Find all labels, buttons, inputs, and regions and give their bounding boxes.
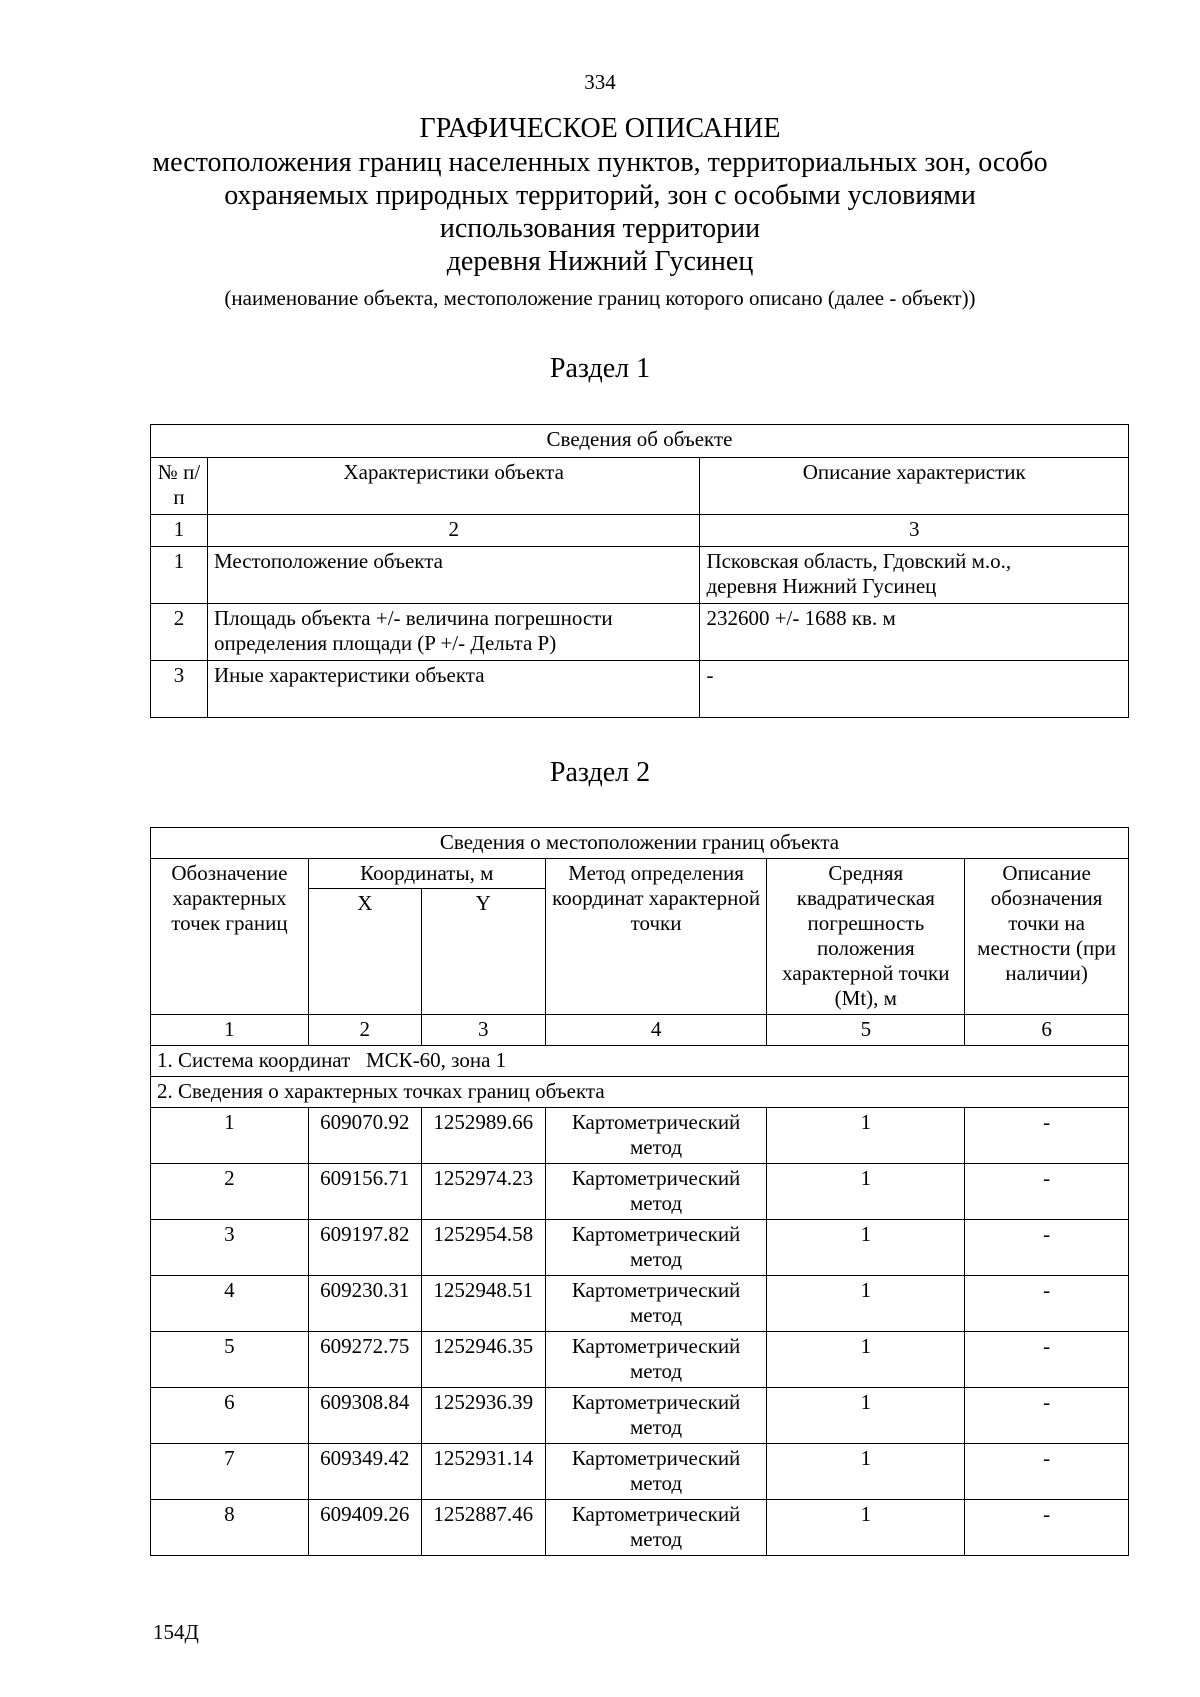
page-number: 334 <box>584 70 616 94</box>
point-number: 8 <box>151 1500 309 1556</box>
object-name-note: (наименование объекта, местоположение границ которого описано (далее - объект)) <box>224 286 976 310</box>
row-description <box>700 547 1129 604</box>
point-y: 1252948.51 <box>421 1276 545 1332</box>
point-mt: 1 <box>767 1444 965 1500</box>
coordinate-system: 1. Система координат МСК-60, зона 1 <box>151 1046 1129 1077</box>
header-number-cell: 2 <box>207 515 699 547</box>
point-number: 4 <box>151 1276 309 1332</box>
table-row <box>151 1220 1129 1276</box>
row-characteristic: Местоположение объекта <box>207 547 699 604</box>
point-mt: 1 <box>767 1220 965 1276</box>
point-desc: - <box>965 1444 1129 1500</box>
point-method: Картометрический метод <box>545 1388 767 1444</box>
header-coordinates: Координаты, м <box>308 859 545 889</box>
table-row <box>151 1164 1129 1220</box>
point-x: 609409.26 <box>308 1500 421 1556</box>
point-desc: - <box>965 1388 1129 1444</box>
object-info-table <box>150 424 1129 718</box>
point-number: 7 <box>151 1444 309 1500</box>
row-description-line: деревня Нижний Гусинец <box>706 574 937 598</box>
point-method: Картометрический метод <box>545 1108 767 1164</box>
point-mt: 1 <box>767 1164 965 1220</box>
header-number-cell: 1 <box>151 1015 309 1046</box>
table-row <box>151 547 1129 604</box>
header-description: Описание характеристик <box>700 458 1129 515</box>
boundary-points-table <box>150 827 1129 1556</box>
header-number-cell: 3 <box>700 515 1129 547</box>
header-y: Y <box>421 889 545 1015</box>
point-desc: - <box>965 1332 1129 1388</box>
table-row <box>151 1444 1129 1500</box>
row-characteristic: Иные характеристики объекта <box>207 661 699 718</box>
points-caption: 2. Сведения о характерных точках границ объекта <box>151 1077 1129 1108</box>
point-y: 1252989.66 <box>421 1108 545 1164</box>
document-subtitle-line-3: использования территории <box>439 213 761 244</box>
header-characteristics: Характеристики объекта <box>207 458 699 515</box>
point-number: 2 <box>151 1164 309 1220</box>
row-description: 232600 +/- 1688 кв. м <box>700 604 1129 661</box>
point-method: Картометрический метод <box>545 1220 767 1276</box>
table-row <box>151 1108 1129 1164</box>
point-mt: 1 <box>767 1108 965 1164</box>
table-row <box>151 604 1129 661</box>
point-x: 609349.42 <box>308 1444 421 1500</box>
point-x: 609308.84 <box>308 1388 421 1444</box>
point-desc: - <box>965 1220 1129 1276</box>
point-method: Картометрический метод <box>545 1276 767 1332</box>
header-number-cell: 2 <box>308 1015 421 1046</box>
header-method: Метод определения координат характерной точки <box>545 859 767 1015</box>
point-x: 609230.31 <box>308 1276 421 1332</box>
table-row <box>151 1388 1129 1444</box>
point-y: 1252974.23 <box>421 1164 545 1220</box>
header-x: X <box>308 889 421 1015</box>
document-subtitle-line-2: охраняемых природных территорий, зон с особыми условиями <box>224 180 976 211</box>
point-number: 3 <box>151 1220 309 1276</box>
point-y: 1252936.39 <box>421 1388 545 1444</box>
point-y: 1252954.58 <box>421 1220 545 1276</box>
point-y: 1252931.14 <box>421 1444 545 1500</box>
header-num: № п/п <box>151 458 208 515</box>
point-desc: - <box>965 1276 1129 1332</box>
row-characteristic <box>207 604 699 661</box>
header-number-cell: 3 <box>421 1015 545 1046</box>
header-number-cell: 4 <box>545 1015 767 1046</box>
object-name: деревня Нижний Гусинец <box>446 246 754 277</box>
row-characteristic-line: Площадь объекта +/- величина погрешности <box>213 606 613 630</box>
point-y: 1252946.35 <box>421 1332 545 1388</box>
row-characteristic-line: определения площади (P +/- Дельта P) <box>213 631 557 655</box>
document-subtitle-line-1: местоположения границ населенных пунктов, территориальных зон, особо <box>152 147 1048 178</box>
point-desc: - <box>965 1164 1129 1220</box>
row-description-line: Псковская область, Гдовский м.о., <box>706 549 1012 573</box>
point-y: 1252887.46 <box>421 1500 545 1556</box>
point-x: 609070.92 <box>308 1108 421 1164</box>
point-mt: 1 <box>767 1332 965 1388</box>
point-desc: - <box>965 1108 1129 1164</box>
boundary-caption: Сведения о местоположении границ объекта <box>151 828 1129 859</box>
row-num: 3 <box>151 661 208 718</box>
point-desc: - <box>965 1500 1129 1556</box>
header-error: Средняя квадратическая погрешность положения характерной точки (Mt), м <box>767 859 965 1015</box>
point-method: Картометрический метод <box>545 1500 767 1556</box>
row-description: - <box>700 661 1129 718</box>
point-mt: 1 <box>767 1500 965 1556</box>
point-method: Картометрический метод <box>545 1332 767 1388</box>
point-number: 1 <box>151 1108 309 1164</box>
point-mt: 1 <box>767 1388 965 1444</box>
document-title-block <box>0 112 1200 312</box>
table-row <box>151 661 1129 718</box>
point-number: 5 <box>151 1332 309 1388</box>
table-row <box>151 1276 1129 1332</box>
point-method: Картометрический метод <box>545 1164 767 1220</box>
document-title: ГРАФИЧЕСКОЕ ОПИСАНИЕ <box>419 113 781 144</box>
point-x: 609197.82 <box>308 1220 421 1276</box>
row-num: 1 <box>151 547 208 604</box>
point-x: 609156.71 <box>308 1164 421 1220</box>
header-location-desc: Описание обозначения точки на местности (при наличии) <box>965 859 1129 1015</box>
header-designation: Обозначение характерных точек границ <box>151 859 309 1015</box>
footer-code: 154Д <box>153 1620 199 1644</box>
point-number: 6 <box>151 1388 309 1444</box>
table-row <box>151 1332 1129 1388</box>
point-mt: 1 <box>767 1276 965 1332</box>
point-method: Картометрический метод <box>545 1444 767 1500</box>
header-number-cell: 1 <box>151 515 208 547</box>
row-num: 2 <box>151 604 208 661</box>
section-1-heading: Раздел 1 <box>549 353 651 384</box>
header-number-cell: 6 <box>965 1015 1129 1046</box>
point-x: 609272.75 <box>308 1332 421 1388</box>
table-row <box>151 1500 1129 1556</box>
header-number-cell: 5 <box>767 1015 965 1046</box>
object-info-caption: Сведения об объекте <box>151 425 1129 458</box>
section-2-heading: Раздел 2 <box>549 757 651 788</box>
